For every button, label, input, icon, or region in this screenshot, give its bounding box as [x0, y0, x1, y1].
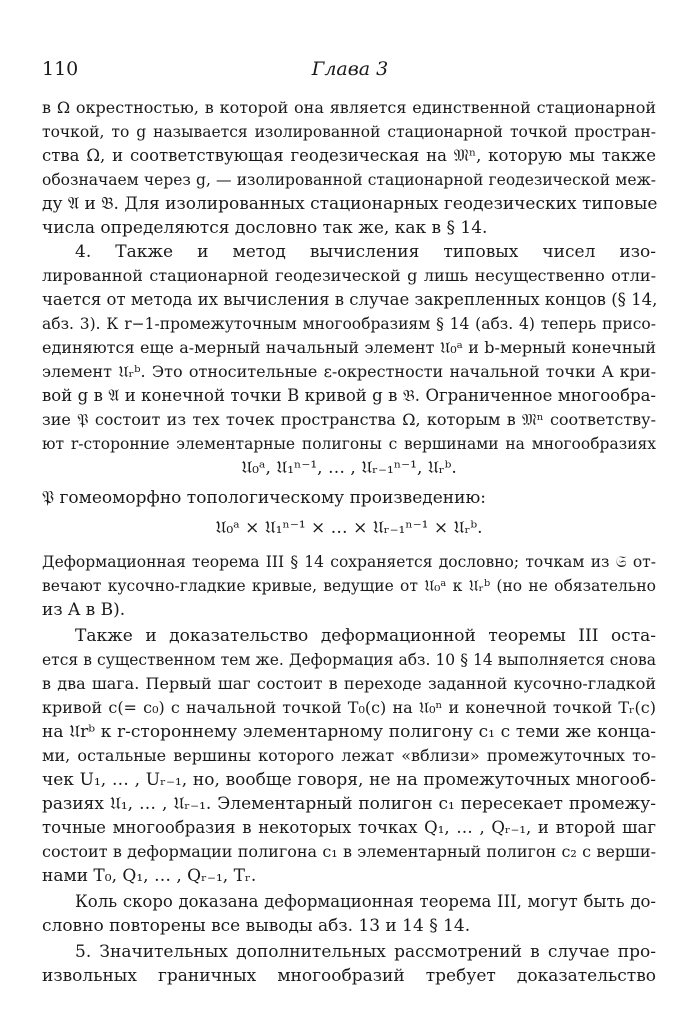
text-line: Деформационная теорема III § 14 сохраняется дословно; точкам из 𝔖 от- [42, 553, 656, 571]
text-line: ют r-сторонние элементарные полигоны с вершинами на многообразиях [42, 435, 656, 453]
text-line: лированной стационарной геодезической g лишь несущественно отли- [42, 266, 656, 285]
text-line: ется в существенном тем же. Деформация абз. 10 § 14 выполняется снова [42, 651, 656, 669]
text-line: ми, остальные вершины которого лежат «вблизи» промежуточных то- [42, 746, 656, 765]
running-header [42, 58, 658, 84]
chapter-title: Глава 3 [311, 58, 389, 80]
text-line: чек U₁, … , Uᵣ₋₁, но, вообще говоря, не на промежуточных многооб- [42, 770, 656, 790]
text-line: точкой, то g называется изолированной стационарной точкой простран- [42, 123, 656, 141]
text-line: состоит в деформации полигона c₁ в элементарный полигон c₂ с верши- [42, 842, 656, 861]
text-line: ду 𝔄 и 𝔅. Для изолированных стационарных геодезических типовые [42, 194, 658, 214]
text-line: точные многообразия в некоторых точках Q₁, … , Qᵣ₋₁, и второй шаг [42, 818, 656, 837]
text-line: единяются еще a-мерный начальный элемент 𝔘₀ᵃ и b-мерный конечный [42, 338, 656, 357]
text-line: числа определяются дословно так же, как в § 14. [42, 218, 488, 238]
text-line: в два шага. Первый шаг состоит в переходе заданной кусочно-гладкой [42, 674, 656, 693]
text-line: чается от метода их вычисления в случае закрепленных концов (§ 14, [42, 290, 658, 309]
paragraph-5-start: 5. Значительных дополнительных рассмотрений в случае про- [75, 942, 656, 962]
text-line: словно повторены все выводы абз. 13 и 14 § 14. [42, 916, 471, 936]
display-formula: 𝔘₀ᵃ × 𝔘₁ⁿ⁻¹ × … × 𝔘ᵣ₋₁ⁿ⁻¹ × 𝔘ᵣᵇ. [215, 518, 483, 538]
text-line: абз. 3). К r−1-промежуточным многообразиям § 14 (абз. 4) теперь присо- [42, 315, 656, 333]
text-line: элемент 𝔘ᵣᵇ. Это относительные ε-окрестности начальной точки A кри- [42, 362, 656, 381]
text-line: обозначаем через g, — изолированной стационарной геодезической меж- [42, 171, 656, 189]
display-formula: 𝔘₀ᵃ, 𝔘₁ⁿ⁻¹, … , 𝔘ᵣ₋₁ⁿ⁻¹, 𝔘ᵣᵇ. [241, 458, 457, 478]
text-line: на 𝔘rᵇ к r-стороннему элементарному полигону c₁ с теми же конца- [42, 722, 656, 742]
paragraph-4-start: 4. Также и метод вычисления типовых чисел изо- [75, 242, 656, 262]
text-line: в Ω окрестностью, в которой она является единственной стационарной [42, 98, 656, 117]
text-line: 𝔓 гомеоморфно топологическому произведению: [42, 488, 486, 508]
page-number: 110 [42, 58, 79, 80]
text-line: вечают кусочно-гладкие кривые, ведущие от 𝔘₀ᵃ к 𝔘ᵣᵇ (но не обязательно [42, 577, 656, 595]
text-line: нами T₀, Q₁, … , Qᵣ₋₁, Tᵣ. [42, 866, 257, 886]
text-line: извольных граничных многообразий требует доказательство [42, 966, 656, 986]
text-line: ства Ω, и соответствующая геодезическая на 𝔐ⁿ, которую мы также [42, 146, 656, 165]
text-line: кривой c(= c₀) с начальной точкой T₀(c) на 𝔘₀ⁿ и конечной точкой Tᵣ(c) [42, 698, 656, 717]
text-line: вой g в 𝔄 и конечной точки B кривой g в 𝔅. Ограниченное многообра- [42, 386, 656, 405]
text-line: зие 𝔓 состоит из тех точек пространства Ω, которым в 𝔐ⁿ соответству- [42, 410, 656, 429]
text-line: разиях 𝔘₁, … , 𝔘ᵣ₋₁. Элементарный полигон c₁ пересекает промежу- [42, 794, 656, 814]
paragraph-start: Также и доказательство деформационной теоремы III оста- [75, 626, 656, 646]
paragraph-start: Коль скоро доказана деформационная теорема III, могут быть до- [75, 892, 656, 911]
text-line: из A в B). [42, 600, 126, 620]
